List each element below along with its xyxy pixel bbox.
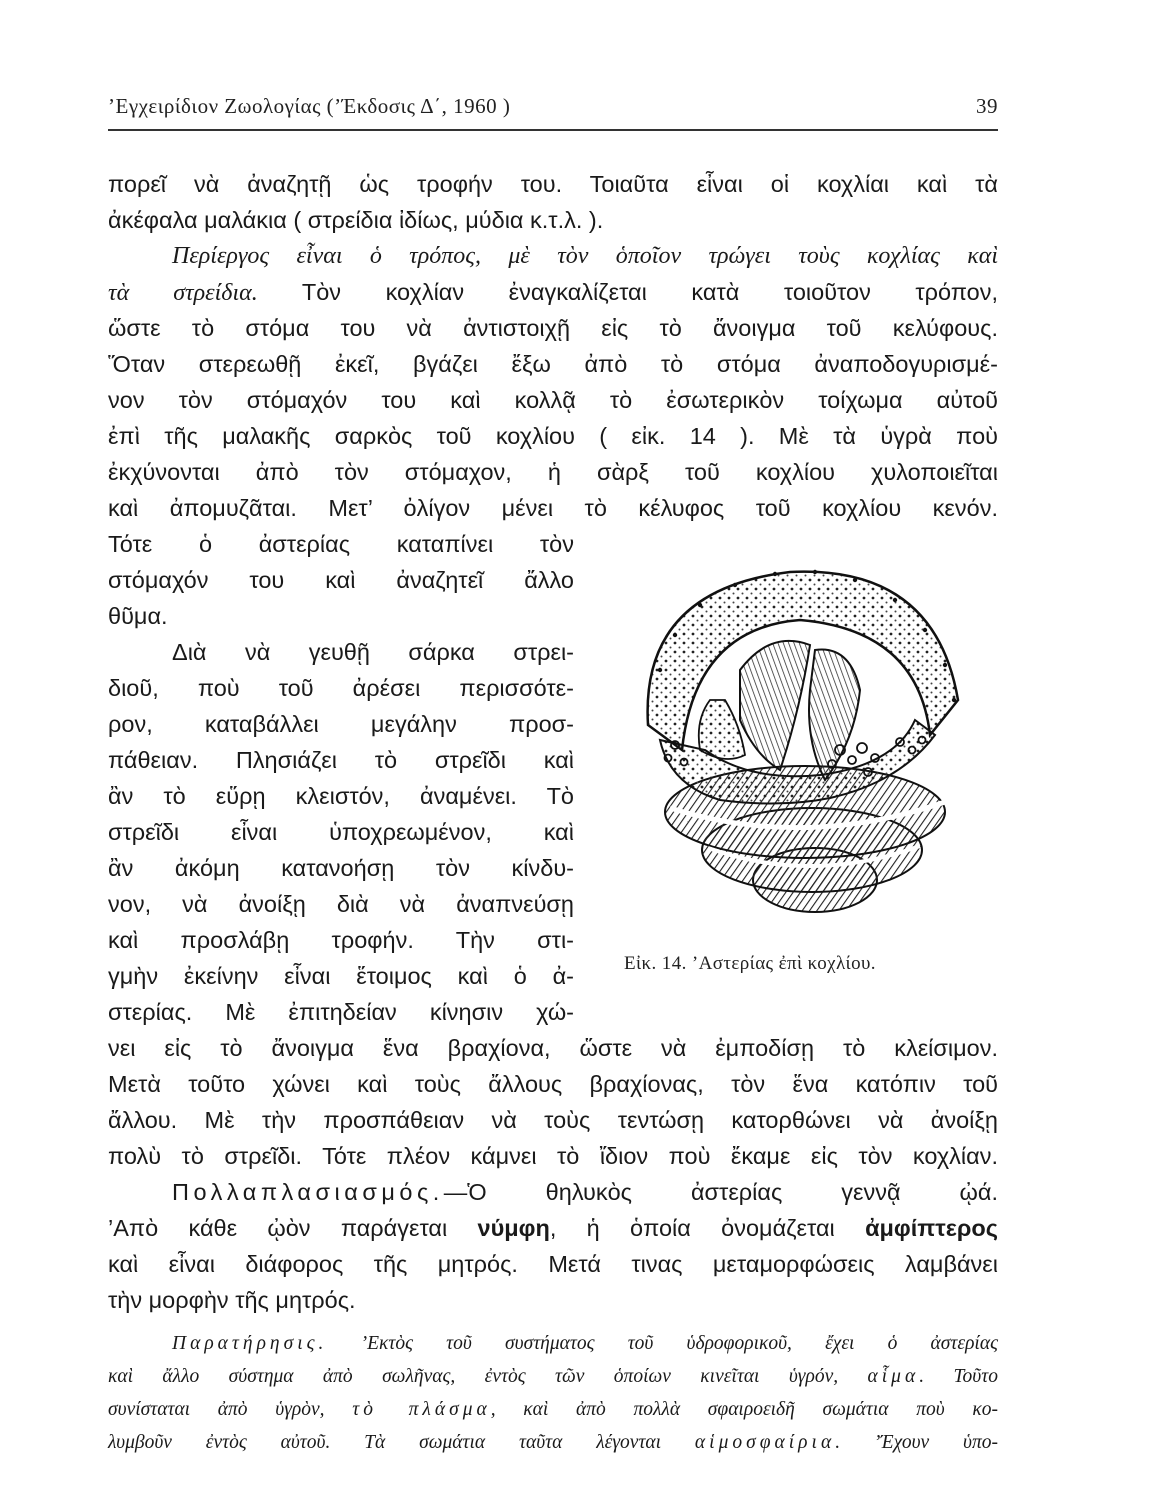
starfish-arm <box>699 700 745 759</box>
text-line: γμὴν ἐκείνην εἶναι ἕτοιμος καὶ ὁ ἀ- <box>108 963 574 989</box>
section-term: Πολλαπλασιασμός. <box>172 1179 444 1205</box>
bold-term: νύμφη <box>477 1215 550 1241</box>
text-line: στόμαχόν του καὶ ἀναζητεῖ ἄλλο <box>108 567 574 593</box>
note-fragment: συνίσταται ἀπὸ ὑγρὸν, <box>108 1399 353 1420</box>
text-fragment: , ἡ ὁποία ὀνομάζεται <box>549 1215 866 1241</box>
starfish-arm <box>740 641 810 770</box>
note-fragment: , καὶ ἀπὸ πολλὰ σφαιροειδῆ σωμάτια ποὺ κο- <box>490 1399 998 1420</box>
text-line: διοῦ, ποὺ τοῦ ἀρέσει περισσότε- <box>108 675 574 701</box>
note-fragment: λυμβοῦν ἐντὸς αὐτοῦ. Τὰ σωμάτια ταῦτα λέγονται <box>108 1432 695 1453</box>
note-term: Παρατήρησις. <box>172 1333 328 1354</box>
text-line <box>108 279 998 307</box>
text-line: νει εἰς τὸ ἄνοιγμα ἕνα βραχίονα, ὥστε νὰ ἐμποδίσῃ τὸ κλείσιμον. <box>108 1035 998 1061</box>
text-line: ἄλλου. Μὲ τὴν προσπάθειαν νὰ τοὺς τεντώσῃ κατορθώνει νὰ ἀνοίξῃ <box>108 1107 998 1133</box>
text-line: πάθειαν. Πλησιάζει τὸ στρεῖδι καὶ <box>108 747 574 773</box>
text-line: πορεῖ νὰ ἀναζητῇ ὡς τροφήν του. Τοιαῦτα εἶναι οἱ κοχλίαι καὶ τὰ <box>108 171 998 197</box>
text-line: πολὺ τὸ στρεῖδι. Τότε πλέον κάμνει τὸ ἴδιον ποὺ ἔκαμε εἰς τὸν κοχλίαν. <box>108 1143 998 1169</box>
text-line: νον, νὰ ἀνοίξῃ διὰ νὰ ἀναπνεύσῃ <box>108 891 574 917</box>
text-line: ἀκέφαλα μαλάκια ( στρείδια ἰδίως, μύδια κ.τ.λ. ). <box>108 207 604 233</box>
text-line: θῦμα. <box>108 603 168 629</box>
text-line: ρον, καταβάλλει μεγάλην προσ- <box>108 711 574 737</box>
text-line: καὶ ἀπομυζᾶται. Μετ’ ὀλίγον μένει τὸ κέλυφος τοῦ κοχλίου κενόν. <box>108 495 998 521</box>
note-fragment: ’Εκτὸς τοῦ συστήματος τοῦ ὑδροφορικοῦ, ἔχει ὁ ἀστερίας <box>327 1333 998 1354</box>
text-line: νον τὸν στόμαχόν του καὶ κολλᾷ τὸ ἐσωτερικὸν τοίχωμα αὐτοῦ <box>108 387 998 413</box>
text-line: στερίας. Μὲ ἐπιτηδείαν κίνησιν χώ- <box>108 999 574 1025</box>
text-line: στρεῖδι εἶναι ὑποχρεωμένον, καὶ <box>108 819 574 845</box>
note-fragment: . Τοῦτο <box>919 1366 998 1387</box>
note-line <box>108 1432 998 1454</box>
note-line <box>172 1333 998 1355</box>
text-line: ἂν τὸ εὕρῃ κλειστόν, ἀναμένει. Τὸ <box>108 783 574 809</box>
text-fragment: Τὸν κοχλίαν ἐναγκαλίζεται κατὰ τοιοῦτον τρόπον, <box>257 279 998 305</box>
text-line: ἂν ἀκόμη κατανοήσῃ τὸν κίνδυ- <box>108 855 574 881</box>
text-line: ἐπὶ τῆς μαλακῆς σαρκὸς τοῦ κοχλίου ( εἰκ. 14 ). Μὲ τὰ ὑγρὰ ποὺ <box>108 423 998 449</box>
text-line: καὶ προσλάβῃ τροφήν. Τὴν στι- <box>108 927 574 953</box>
text-fragment: —Ὁ θηλυκὸς ἀστερίας γεννᾷ ᾠά. <box>443 1179 998 1205</box>
italic-lead-line: Περίεργος εἶναι ὁ τρόπος, μὲ τὸν ὁποῖον τρώγει τοὺς κοχλίας καὶ <box>172 243 998 269</box>
text-line: Ὅταν στερεωθῇ ἐκεῖ, βγάζει ἔξω ἀπὸ τὸ στόμα ἀναποδογυρισμέ- <box>108 351 998 377</box>
header-rule <box>108 129 998 131</box>
note-fragment: . ’Έχουν ὑπο- <box>835 1432 998 1453</box>
text-fragment: ’Απὸ κάθε ᾠὸν παράγεται <box>108 1215 478 1241</box>
starfish-on-snail-illustration <box>600 550 1000 935</box>
bold-term: ἀμφίπτερος <box>865 1215 998 1241</box>
note-fragment: καὶ ἄλλο σύστημα ἀπὸ σωλῆνας, ἐντὸς τῶν ὁποίων κινεῖται ὑγρόν, <box>108 1366 868 1387</box>
paragraph-start-line: Διὰ νὰ γευθῇ σάρκα στρει- <box>172 639 574 665</box>
note-term: τὸ πλάσμα <box>352 1399 491 1420</box>
text-line <box>108 1215 998 1242</box>
italic-lead-end: τὰ στρείδια. <box>108 280 258 306</box>
note-line <box>108 1399 998 1421</box>
text-line: Μετὰ τοῦτο χώνει καὶ τοὺς ἄλλους βραχίονας, τὸν ἕνα κατόπιν τοῦ <box>108 1071 998 1097</box>
text-line: ἐκχύνονται ἀπὸ τὸν στόμαχον, ἡ σὰρξ τοῦ κοχλίου χυλοποιεῖται <box>108 459 998 485</box>
text-line: καὶ εἶναι διάφορος τῆς μητρός. Μετά τινας μεταμορφώσεις λαμβάνει <box>108 1251 998 1277</box>
page-number: 39 <box>976 94 998 118</box>
section-heading-line <box>172 1179 998 1206</box>
text-line: τὴν μορφὴν τῆς μητρός. <box>108 1287 356 1313</box>
text-line: ὥστε τὸ στόμα του νὰ ἀντιστοιχῇ εἰς τὸ ἄνοιγμα τοῦ κελύφους. <box>108 315 998 341</box>
running-title: ’Εγχειρίδιον Ζωολογίας (’Έκδοσις Δ΄, 1960 ) <box>108 94 511 118</box>
text-line: Τότε ὁ ἀστερίας καταπίνει τὸν <box>108 531 574 557</box>
note-term: αἷμα <box>867 1366 920 1387</box>
note-term: αἱμοσφαίρια <box>694 1432 836 1453</box>
figure-caption: Εἰκ. 14. ’Αστερίας ἐπὶ κοχλίου. <box>624 953 876 974</box>
note-line <box>108 1366 998 1388</box>
